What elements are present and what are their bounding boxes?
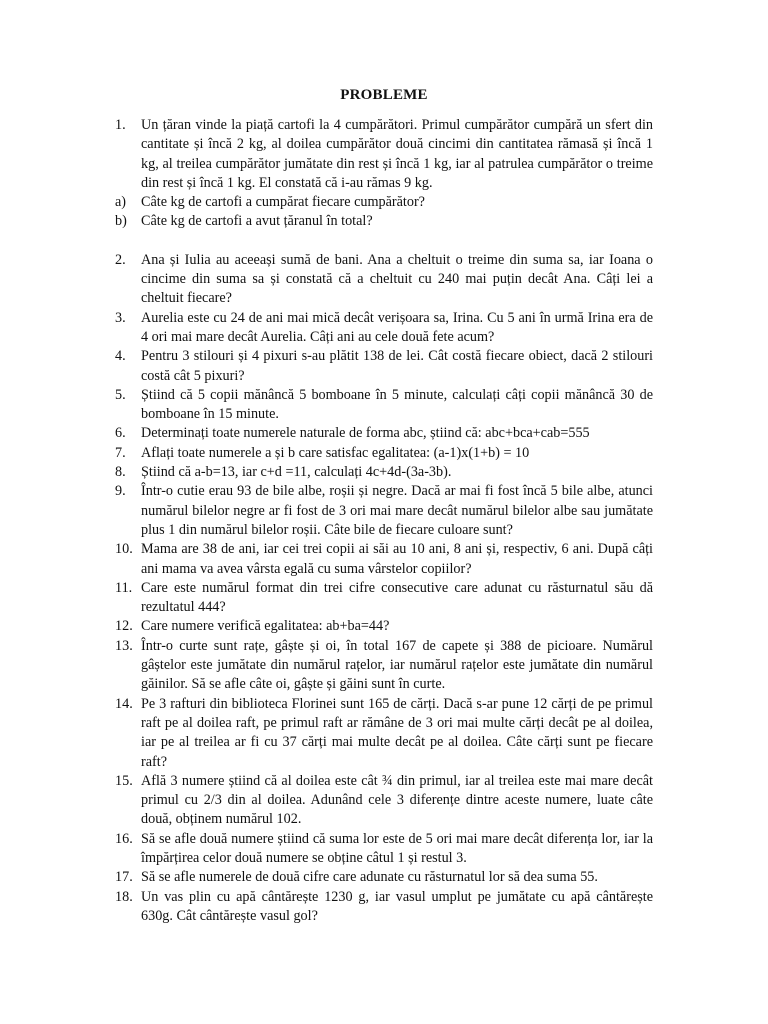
problem-text: Aflați toate numerele a și b care satisfac egalitatea: (a-1)x(1+b) = 10: [141, 444, 530, 461]
problem-number: a): [115, 194, 127, 211]
problem-number: 12.: [115, 618, 133, 635]
problem-number: 14.: [115, 695, 133, 712]
problem-text: Câte kg de cartofi a cumpărat fiecare cumpărător?: [141, 194, 425, 211]
problem-text: Ana și Iulia au aceeași sumă de bani. Ana a cheltuit o treime din suma sa, iar Ioana o cincime din suma sa și constată că a cheltuit cu 240 mai puțin decât Ana. Câți lei a cheltuit fiecare?: [141, 251, 653, 307]
problem-text: Într-o cutie erau 93 de bile albe, roșii și negre. Dacă ar mai fi fost încă 5 bile albe, atunci numărul bilelor negre ar fi fost de 3 ori mai mare decât numărul bilelor albe sau jumătate plus 1 din numărul bilelor roșii. Câte bile de fiecare culoare sunt?: [141, 483, 653, 538]
problem-text: Știind că a-b=13, iar c+d =11, calculați 4c+4d-(3a-3b).: [141, 464, 452, 481]
problem-text: Mama are 38 de ani, iar cei trei copii ai săi au 10 ani, 8 ani și, respectiv, 6 ani. După câți ani mama va avea vârsta egală cu suma vârstelor copiilor?: [141, 541, 653, 577]
problem-text: Care este numărul format din trei cifre consecutive care adunat cu răsturnatul său dă rezultatul 444?: [141, 579, 653, 616]
problem-text: Pentru 3 stilouri și 4 pixuri s-au plătit 138 de lei. Cât costă fiecare obiect, dacă 2 stilouri costă cât 5 pixuri?: [141, 348, 653, 384]
problem-number: 7.: [115, 444, 126, 461]
problem-text: Un vas plin cu apă cântărește 1230 g, iar vasul umplut pe jumătate cu apă cântărește 630g. Cât cântărește vasul gol?: [141, 888, 653, 924]
problem-number: 6.: [115, 425, 126, 442]
page-title: PROBLEME: [340, 87, 428, 103]
problem-number: b): [115, 213, 127, 230]
problem-item-9: [115, 482, 653, 540]
problem-text: Într-o curte sunt rațe, gâște și oi, în total 167 de capete și 388 de picioare. Numărul gâștelor este jumătate din numărul rațelor, iar numărul rațelor este jumătate din numărul găinilor. Să se afle câte oi, gâște și găini sunt în curte.: [141, 637, 653, 693]
problem-number: 2.: [115, 251, 126, 268]
problem-item-14: [115, 695, 653, 772]
problem-number: 15.: [115, 772, 133, 789]
problem-text: Determinați toate numerele naturale de forma abc, știind că: abc+bca+cab=555: [141, 425, 590, 442]
problem-item-18: [115, 888, 653, 927]
problem-item-1: [115, 116, 653, 193]
blank-line: [115, 232, 653, 251]
problem-number: 8.: [115, 464, 126, 481]
problem-item-16: [115, 830, 653, 869]
problem-number: 5.: [115, 386, 126, 403]
problem-number: 10.: [115, 541, 133, 558]
problem-item-7: [115, 444, 653, 463]
problem-number: 13.: [115, 637, 133, 654]
problem-text: Să se afle două numere știind că suma lor este de 5 ori mai mare decât diferența lor, iar la împărțirea celor două numere se obține câtul 1 și restul 3.: [141, 830, 653, 866]
problem-text: Pe 3 rafturi din biblioteca Florinei sunt 165 de cărți. Dacă s-ar pune 12 cărți de pe primul raft pe al doilea raft, pe primul raft ar rămâne de 3 ori mai multe cărți decât pe al doilea, iar pe al treilea ar fi cu 37 cărți mai multe decât pe al doilea. Câte cărți sunt pe fiecare raft?: [141, 695, 653, 770]
problem-text: Află 3 numere știind că al doilea este cât ¾ din primul, iar al treilea este mai mare decât primul cu 2/3 din al doilea. Adunând cele 3 diferențe dintre aceste numere, luate câte două, obținem numărul 102.: [141, 772, 653, 828]
problem-number: 17.: [115, 869, 133, 886]
problem-item-1b: [115, 212, 653, 231]
problem-number: 9.: [115, 483, 126, 500]
problem-text: Aurelia este cu 24 de ani mai mică decât verișoara sa, Irina. Cu 5 ani în urmă Irina era de 4 ori mai mare decât Aurelia. Câți ani au cele două fete acum?: [141, 309, 653, 345]
problem-item-17: [115, 868, 653, 887]
problem-number: 18.: [115, 888, 133, 905]
problem-number: 3.: [115, 309, 126, 326]
problem-item-5: [115, 386, 653, 425]
problem-number: 11.: [115, 579, 133, 596]
problem-text: Să se afle numerele de două cifre care adunate cu răsturnatul lor să dea suma 55.: [141, 869, 598, 886]
problem-number: 16.: [115, 830, 133, 847]
problem-text: Câte kg de cartofi a avut țăranul în total?: [141, 213, 373, 230]
problem-item-13: [115, 637, 653, 695]
problem-number: 4.: [115, 348, 126, 365]
problem-text: Știind că 5 copii mănâncă 5 bomboane în 5 minute, calculați câți copii mănâncă 30 de bomboane în 15 minute.: [141, 386, 653, 423]
problem-item-10: [115, 540, 653, 579]
problem-item-8: [115, 463, 653, 482]
problem-list: [115, 116, 653, 926]
problem-item-3: [115, 309, 653, 348]
problem-item-4: [115, 347, 653, 386]
problem-text: Un țăran vinde la piață cartofi la 4 cumpărători. Primul cumpărător cumpără un sfert din cantitate și încă 2 kg, al doilea cumpărător două cincimi din cantitatea rămasă și încă 1 kg, al treilea cumpărător jumătate din rest și încă 1 kg, iar al patrulea cumpărător o treime din rest și încă 1 kg. El constată că i-au rămas 9 kg.: [141, 117, 653, 191]
problem-item-12: [115, 617, 653, 636]
problem-number: 1.: [115, 117, 126, 133]
problem-text: Care numere verifică egalitatea: ab+ba=44?: [141, 618, 390, 635]
problem-item-1a: [115, 193, 653, 212]
problem-item-11: [115, 579, 653, 618]
problem-item-2: [115, 251, 653, 309]
problem-item-15: [115, 772, 653, 830]
problem-item-6: [115, 424, 653, 443]
